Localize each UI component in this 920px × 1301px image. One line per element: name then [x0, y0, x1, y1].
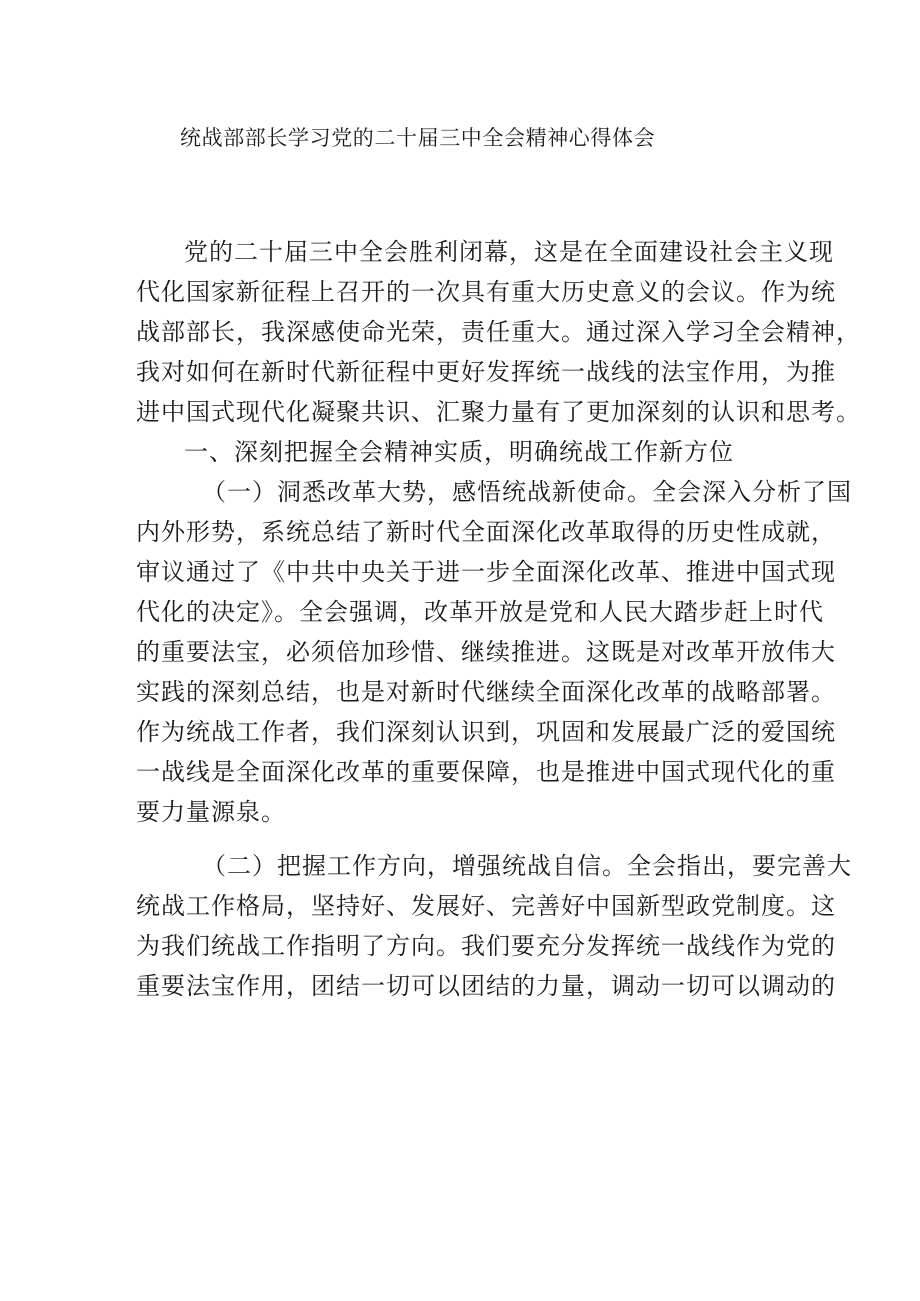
paragraph-line: 我对如何在新时代新征程中更好发挥统一战线的法宝作用，为推 [136, 358, 836, 386]
paragraph-line: 一战线是全面深化改革的重要保障，也是推进中国式现代化的重 [136, 758, 836, 786]
section-heading: 一、深刻把握全会精神实质，明确统战工作新方位 [184, 438, 734, 466]
paragraph-line: 党的二十届三中全会胜利闭幕，这是在全面建设社会主义现 [184, 238, 834, 266]
paragraph-line: 实践的深刻总结，也是对新时代继续全面深化改革的战略部署。 [136, 678, 836, 706]
paragraph-line: （二）把握工作方向，增强统战自信。全会指出，要完善大 [202, 852, 852, 880]
paragraph-line: 的重要法宝，必须倍加珍惜、继续推进。这既是对改革开放伟大 [136, 638, 836, 666]
paragraph-line: 代化的决定》。全会强调，改革开放是党和人民大踏步赶上时代 [136, 598, 824, 626]
paragraph-line: （一）洞悉改革大势，感悟统战新使命。全会深入分析了国 [202, 478, 852, 506]
paragraph-line: 审议通过了《中共中央关于进一步全面深化改革、推进中国式现 [136, 558, 836, 586]
paragraph-gap [136, 832, 786, 846]
document-title: 统战部部长学习党的二十届三中全会精神心得体会 [180, 126, 656, 150]
document-body [136, 232, 861, 1006]
paragraph-line: 内外形势，系统总结了新时代全面深化改革取得的历史性成就， [136, 518, 836, 546]
paragraph-line: 战部部长，我深感使命光荣，责任重大。通过深入学习全会精神， [136, 318, 861, 346]
paragraph-line: 统战工作格局，坚持好、发展好、完善好中国新型政党制度。这 [136, 892, 836, 920]
paragraph-line: 为我们统战工作指明了方向。我们要充分发挥统一战线作为党的 [136, 932, 836, 960]
paragraph-line: 进中国式现代化凝聚共识、汇聚力量有了更加深刻的认识和思考。 [136, 398, 861, 426]
paragraph-line: 要力量源泉。 [136, 798, 286, 826]
paragraph-line: 重要法宝作用，团结一切可以团结的力量，调动一切可以调动的 [136, 972, 836, 1000]
paragraph-line: 代化国家新征程上召开的一次具有重大历史意义的会议。作为统 [136, 278, 836, 306]
paragraph-line: 作为统战工作者，我们深刻认识到，巩固和发展最广泛的爱国统 [136, 718, 836, 746]
